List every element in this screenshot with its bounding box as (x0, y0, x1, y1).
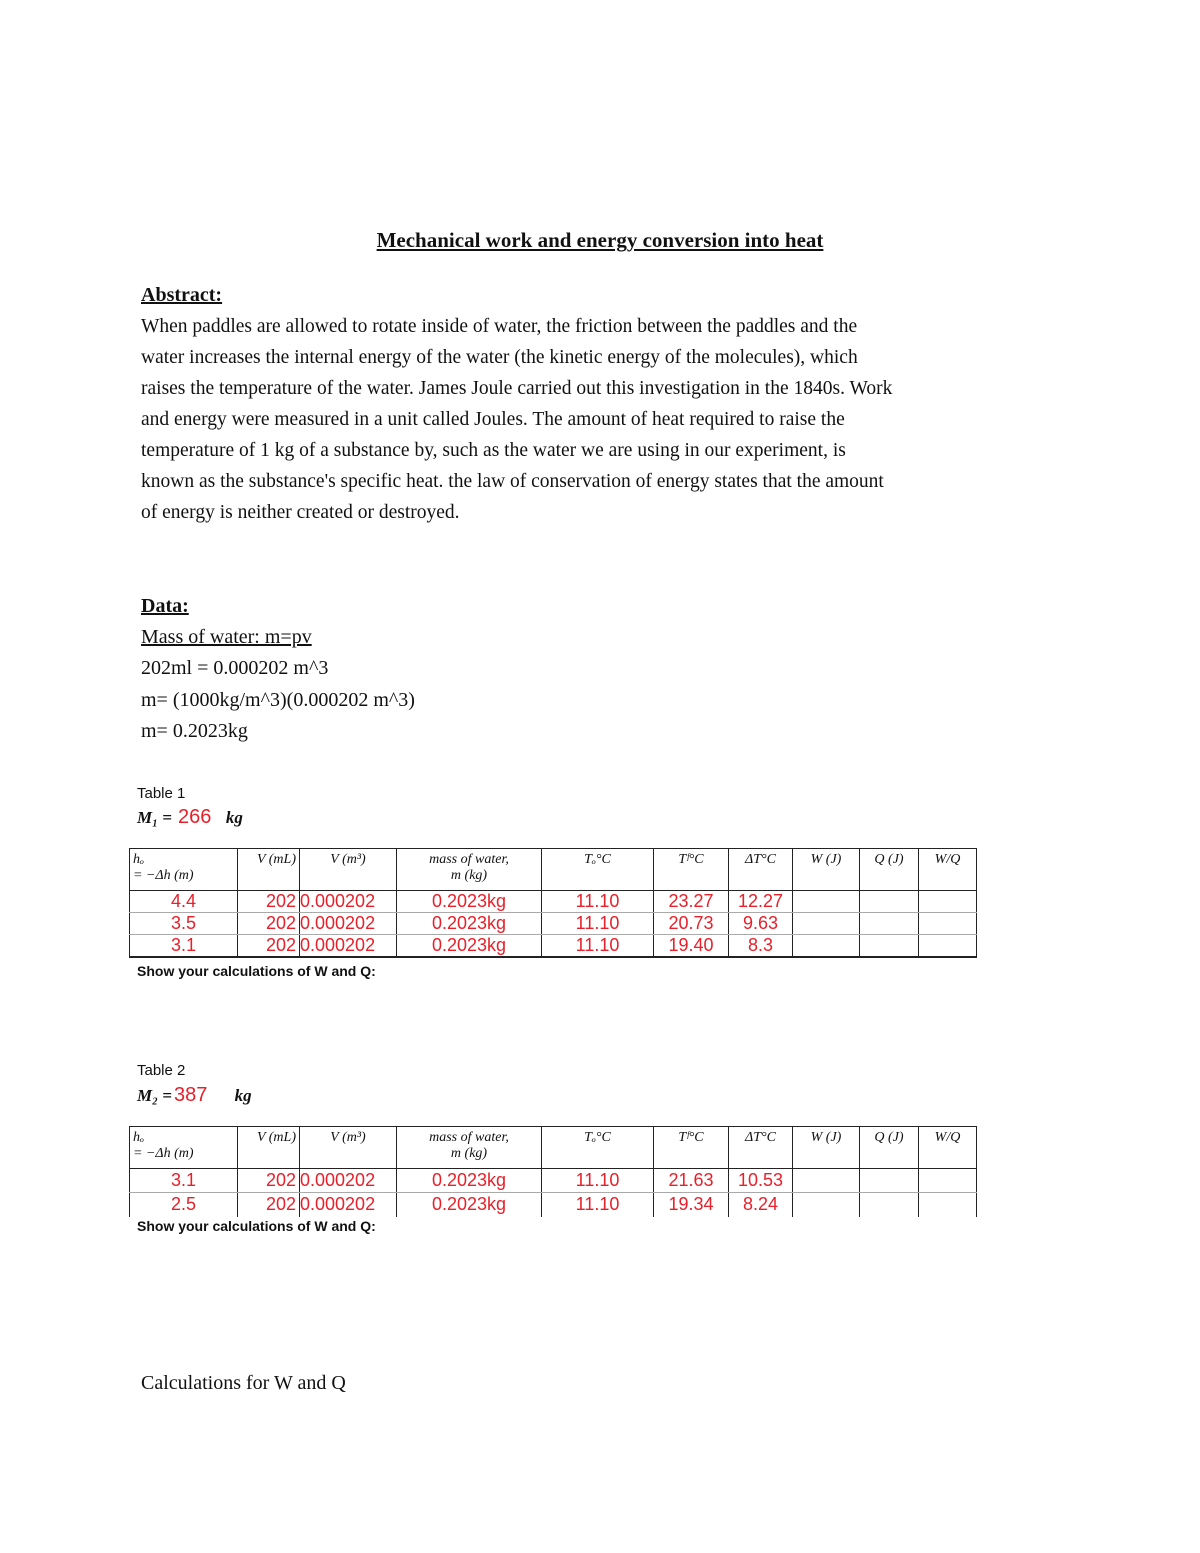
table-row (130, 1193, 977, 1217)
header-t0: Tₒ°C (542, 849, 654, 891)
cell-dt: 8.3 (729, 935, 793, 958)
header-delta-t: ΔT°C (729, 1127, 793, 1169)
cell-vml: 202 (238, 1193, 300, 1217)
table-row (130, 891, 977, 913)
cell-vml: 202 (238, 935, 300, 958)
cell-vml: 202 (238, 1169, 300, 1193)
cell-q (860, 1169, 919, 1193)
table-row (130, 1169, 977, 1193)
table1-show-calc: Show your calculations of W and Q: (137, 963, 376, 979)
cell-h: 3.1 (130, 935, 238, 958)
header-tf: Tᶠ°C (654, 849, 729, 891)
cell-vm3: 0.000202 (300, 913, 397, 935)
cell-tf: 23.27 (654, 891, 729, 913)
header-h0: hₒ = −Δh (m) (130, 849, 238, 891)
cell-q (860, 891, 919, 913)
header-q: Q (J) (860, 849, 919, 891)
data-heading: Data: (141, 595, 189, 617)
cell-w (793, 1193, 860, 1217)
abstract-line: and energy were measured in a unit called Joules. The amount of heat required to raise the (141, 409, 845, 430)
cell-h: 4.4 (130, 891, 238, 913)
cell-w (793, 891, 860, 913)
cell-t0: 11.10 (542, 935, 654, 958)
header-delta-t: ΔT°C (729, 849, 793, 891)
cell-vml: 202 (238, 891, 300, 913)
header-wq: W/Q (919, 1127, 977, 1169)
header-v-m3: V (m³) (300, 849, 397, 891)
header-wq: W/Q (919, 849, 977, 891)
cell-w (793, 935, 860, 958)
cell-vml: 202 (238, 913, 300, 935)
abstract-line: water increases the internal energy of the water (the kinetic energy of the molecules), which (141, 347, 858, 368)
cell-mass: 0.2023kg (397, 913, 542, 935)
table1-m-unit: kg (225, 808, 243, 827)
cell-dt: 9.63 (729, 913, 793, 935)
mass-result-line: m= 0.2023kg (141, 720, 248, 742)
mass-formula-line: m= (1000kg/m^3)(0.000202 m^3) (141, 689, 415, 711)
cell-mass: 0.2023kg (397, 935, 542, 958)
cell-mass: 0.2023kg (397, 891, 542, 913)
cell-q (860, 913, 919, 935)
table1-m-symbol: M₁ = (137, 808, 172, 827)
table-row (130, 935, 977, 958)
table2-show-calc: Show your calculations of W and Q: (137, 1218, 376, 1234)
table1-m-value: 266 (177, 806, 212, 828)
cell-wq (919, 891, 977, 913)
table1 (129, 848, 977, 958)
calculations-heading: Calculations for W and Q (141, 1372, 346, 1394)
header-v-ml: V (mL) (238, 849, 300, 891)
cell-vm3: 0.000202 (300, 935, 397, 958)
cell-dt: 8.24 (729, 1193, 793, 1217)
table2-mass-label (137, 1084, 252, 1107)
abstract-line: known as the substance's specific heat. the law of conservation of energy states that the amount (141, 471, 884, 492)
cell-vm3: 0.000202 (300, 1169, 397, 1193)
header-mass: mass of water, m (kg) (397, 1127, 542, 1169)
cell-t0: 11.10 (542, 891, 654, 913)
table2-m-unit: kg (234, 1086, 252, 1105)
cell-vm3: 0.000202 (300, 891, 397, 913)
cell-q (860, 1193, 919, 1217)
header-v-m3: V (m³) (300, 1127, 397, 1169)
header-mass: mass of water, m (kg) (397, 849, 542, 891)
cell-mass: 0.2023kg (397, 1193, 542, 1217)
cell-tf: 19.40 (654, 935, 729, 958)
table-row (130, 913, 977, 935)
cell-t0: 11.10 (542, 1193, 654, 1217)
cell-tf: 19.34 (654, 1193, 729, 1217)
cell-h: 2.5 (130, 1193, 238, 1217)
header-w: W (J) (793, 1127, 860, 1169)
header-q: Q (J) (860, 1127, 919, 1169)
cell-mass: 0.2023kg (397, 1169, 542, 1193)
cell-wq (919, 1169, 977, 1193)
table2-m-symbol: M₂ = (137, 1086, 172, 1105)
cell-dt: 10.53 (729, 1169, 793, 1193)
header-v-ml: V (mL) (238, 1127, 300, 1169)
abstract-body (141, 311, 1061, 528)
mass-of-water-label: Mass of water: m=pv (141, 626, 312, 648)
header-tf: Tᶠ°C (654, 1127, 729, 1169)
header-h0: hₒ = −Δh (m) (130, 1127, 238, 1169)
cell-h: 3.5 (130, 913, 238, 935)
abstract-line: temperature of 1 kg of a substance by, such as the water we are using in our experiment, is (141, 440, 846, 461)
cell-dt: 12.27 (729, 891, 793, 913)
cell-w (793, 913, 860, 935)
cell-h: 3.1 (130, 1169, 238, 1193)
cell-t0: 11.10 (542, 1169, 654, 1193)
volume-line: 202ml = 0.000202 m^3 (141, 657, 329, 679)
table1-mass-label (137, 806, 243, 829)
cell-tf: 20.73 (654, 913, 729, 935)
cell-wq (919, 935, 977, 958)
table2-label: Table 2 (137, 1062, 186, 1079)
table1-label: Table 1 (137, 785, 186, 802)
cell-tf: 21.63 (654, 1169, 729, 1193)
cell-wq (919, 1193, 977, 1217)
cell-t0: 11.10 (542, 913, 654, 935)
abstract-line: raises the temperature of the water. James Joule carried out this investigation in the 1840s. Work (141, 378, 893, 399)
header-w: W (J) (793, 849, 860, 891)
cell-q (860, 935, 919, 958)
table2 (129, 1126, 977, 1217)
cell-w (793, 1169, 860, 1193)
table2-m-value: 387 (173, 1084, 208, 1106)
header-t0: Tₒ°C (542, 1127, 654, 1169)
document-title: Mechanical work and energy conversion into heat (376, 228, 824, 252)
cell-wq (919, 913, 977, 935)
cell-vm3: 0.000202 (300, 1193, 397, 1217)
abstract-heading: Abstract: (141, 284, 223, 306)
abstract-line: of energy is neither created or destroyed. (141, 502, 460, 523)
abstract-line: When paddles are allowed to rotate inside of water, the friction between the paddles and the (141, 316, 858, 337)
